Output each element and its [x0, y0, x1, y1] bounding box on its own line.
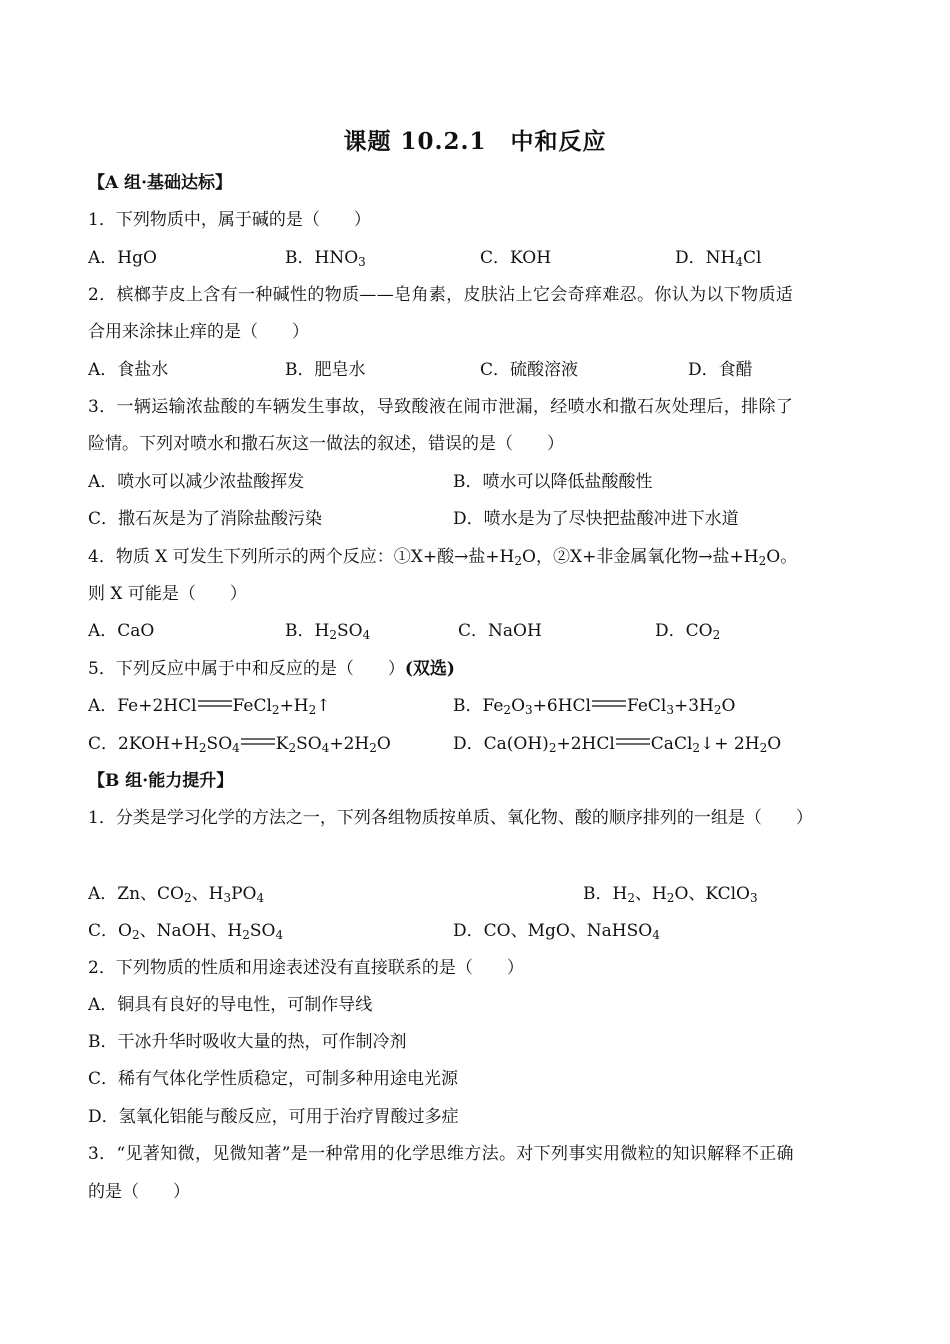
equals-sign-icon	[591, 699, 627, 709]
double-choice-tag: (双选)	[404, 659, 455, 679]
section-b-heading: 【B 组·能力提升】	[88, 771, 234, 791]
question-a4-option-c: C．NaOH	[458, 621, 542, 641]
question-b2-option-c: C．稀有气体化学性质稳定，可制多种用途电光源	[88, 1069, 459, 1089]
question-a3-option-b: B．喷水可以降低盐酸酸性	[453, 472, 653, 492]
question-a2-option-a: A．食盐水	[88, 360, 169, 380]
question-a3-option-c: C．撒石灰是为了消除盐酸污染	[88, 509, 323, 529]
question-a3-stem-line1: 3．一辆运输浓盐酸的车辆发生事故，导致酸液在闹市泄漏，经喷水和撒石灰处理后，排除了	[88, 397, 794, 417]
question-a4-option-d: D．$CO_2$	[655, 621, 721, 642]
question-a5-option-b: B．$Fe_2O_3+6HCl$ $FeCl_3+3H_2O$	[453, 696, 736, 717]
equals-sign-icon	[615, 737, 651, 747]
question-a3-option-a: A．喷水可以减少浓盐酸挥发	[88, 472, 305, 492]
question-a2-option-d: D．食醋	[688, 360, 753, 380]
question-b3-stem-line1: 3．“见著知微，见微知著”是一种常用的化学思维方法。对下列事实用微粒的知识解释不正确	[88, 1144, 794, 1164]
question-a1-option-c: C．KOH	[480, 248, 552, 268]
question-a1-option-b: B．$HNO_3$	[285, 248, 366, 269]
question-a4-stem-line2: 则 X 可能是（ ）	[88, 584, 247, 604]
question-a5-option-c: C．$2KOH+H_2SO_4$ $K_2SO_4+2H_2O$	[88, 734, 391, 755]
question-a4-option-b: B．$H_2SO_4$	[285, 621, 371, 642]
question-a3-option-d: D．喷水是为了尽快把盐酸冲进下水道	[453, 509, 739, 529]
question-b1-option-a: A．Zn、$CO_2$、$H_3PO_4$	[88, 884, 265, 905]
question-a2-option-c: C．硫酸溶液	[480, 360, 579, 380]
page-title: 课题 10.2.1 中和反应	[343, 128, 607, 155]
question-a4-option-a: A．CaO	[88, 621, 155, 641]
question-b3-stem-line2: 的是（ ）	[88, 1182, 190, 1202]
question-a5-stem: 5．下列反应中属于中和反应的是（ ）(双选)	[88, 659, 455, 679]
question-b1-option-c: C．$O_2$、NaOH、$H_2SO_4$	[88, 921, 284, 942]
question-a1-option-d: D．$NH_4Cl$	[675, 248, 762, 269]
question-a3-stem-line2: 险情。下列对喷水和撒石灰这一做法的叙述，错误的是（ ）	[88, 434, 564, 454]
question-b1-stem: 1．分类是学习化学的方法之一，下列各组物质按单质、氧化物、酸的顺序排列的一组是（ ）	[88, 808, 813, 828]
question-b2-option-b: B．干冰升华时吸收大量的热，可作制冷剂	[88, 1032, 407, 1052]
question-b2-option-a: A．铜具有良好的导电性，可制作导线	[88, 995, 373, 1015]
equals-sign-icon	[240, 737, 276, 747]
question-a1-option-a: A．HgO	[88, 248, 157, 268]
question-a4-stem-line1: 4．物质 X 可发生下列所示的两个反应：①X+酸→盐$+H_2O$，②X+非金属氧化物→盐$+H_2O$。	[88, 547, 798, 568]
question-b2-option-d: D．氢氧化铝能与酸反应，可用于治疗胃酸过多症	[88, 1107, 459, 1127]
question-b1-option-b: B．$H_2$、$H_2O$、KClO$_3$	[583, 884, 758, 905]
question-b1-option-d: D．CO、MgO、NaHSO$_4$	[453, 921, 660, 942]
equals-sign-icon	[197, 699, 233, 709]
question-a2-option-b: B．肥皂水	[285, 360, 366, 380]
question-a2-stem-line2: 合用来涂抹止痒的是（ ）	[88, 322, 309, 342]
question-b2-stem: 2．下列物质的性质和用途表述没有直接联系的是（ ）	[88, 958, 524, 978]
question-a5-option-d: D．$Ca(OH)_2+2HCl$ CaCl$_2$↓+ $2H_2O$	[453, 734, 782, 755]
question-a5-option-a: A．Fe+2HCl $FeCl_2+H_2↑$	[88, 696, 331, 717]
question-a1-stem: 1．下列物质中，属于碱的是（ ）	[88, 210, 371, 230]
question-a2-stem-line1: 2．槟榔芋皮上含有一种碱性的物质——皂角素，皮肤沾上它会奇痒难忍。你认为以下物质适	[88, 285, 794, 305]
section-a-heading: 【A 组·基础达标】	[88, 173, 233, 193]
